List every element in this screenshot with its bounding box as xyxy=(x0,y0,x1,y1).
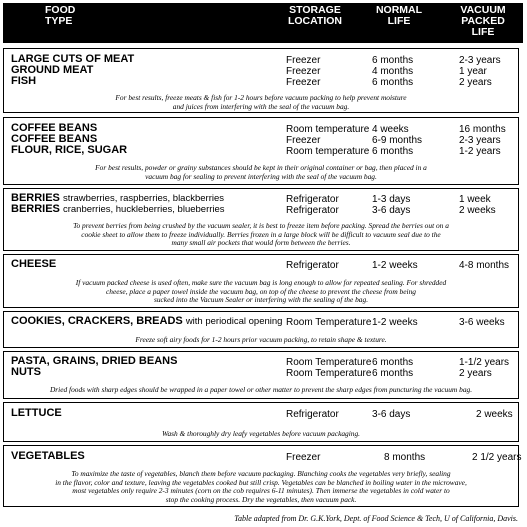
normal-life-value: 6 months xyxy=(372,146,414,157)
storage-value: Refrigerator xyxy=(286,205,339,216)
normal-life-value: 8 months xyxy=(384,452,426,463)
item-label: LETTUCE xyxy=(11,407,62,419)
note-line: To prevent berries from being crushed by the vacuum sealer, it is best to freeze item before packing. Spread the berries out on a xyxy=(73,221,449,230)
section-note xyxy=(8,430,514,439)
source-footnote: Table adapted from Dr. G.K.York, Dept. of Food Science & Tech, U of California, Davis. xyxy=(234,514,518,523)
item-label: PASTA, GRAINS, DRIED BEANS xyxy=(11,355,178,367)
note-line: Dried foods with sharp edges should be wrapped in a paper towel or other matter to prevent the sharp edges from puncturing the vacuum bag. xyxy=(49,385,473,394)
note-line: For best results, freeze meats & fish for 1-2 hours before vacuum packing to help prevent moisture xyxy=(115,93,407,102)
header-vacuum-life xyxy=(451,5,515,38)
normal-life-value: 6 months xyxy=(372,55,414,66)
section-cheese xyxy=(3,254,519,308)
vacuum-life-value: 4-8 months xyxy=(459,260,510,271)
section-lettuce xyxy=(3,402,519,442)
storage-value: Room temperature xyxy=(286,146,370,157)
item-label: VEGETABLES xyxy=(11,450,85,462)
note-line: many small air pockets that would form between the berries. xyxy=(171,238,351,248)
section-note xyxy=(8,279,514,305)
note-line: sucked into the Vacuum Sealer or interfering with the sealing of the bag. xyxy=(153,295,369,305)
note-line: cheese, place a paper towel inside the vacuum bag, on top of the cheese to prevent the cheese from being xyxy=(106,286,416,296)
item-label: COFFEE BEANS xyxy=(11,133,98,145)
item-label: GROUND MEAT xyxy=(11,64,94,76)
vacuum-life-value: 2 1/2 years xyxy=(472,452,522,463)
normal-life-value: 4 months xyxy=(372,66,414,77)
note-line: cookie sheet to allow them to freeze individually. Berries frozen in a large block will be difficult to vacuum seal due to the xyxy=(81,229,441,239)
storage-value: Refrigerator xyxy=(286,409,339,420)
normal-life-value: 6 months xyxy=(372,77,414,88)
header-normal-line2: LIFE xyxy=(387,15,411,27)
storage-value: Room temperature xyxy=(286,124,370,135)
note-line: Wash & thoroughly dry leafy vegetables before vacuum packaging. xyxy=(161,429,361,438)
header-storage-line1: STORAGE xyxy=(289,4,341,16)
header-food-type xyxy=(45,5,105,27)
section-note xyxy=(8,470,514,504)
header-vacuum-line1: VACUUM xyxy=(460,4,506,16)
note-line: in the flavor, color and texture, leaving the vegetables cooked but still crisp. Vegetables can be blanched in boiling water in the microwave, xyxy=(55,477,467,487)
item-label-detail: strawberries, raspberries, blackberries xyxy=(62,193,224,204)
header-food-type-line2: TYPE xyxy=(45,15,73,27)
vacuum-life-value: 2 weeks xyxy=(459,205,496,216)
storage-value: Refrigerator xyxy=(286,260,339,271)
section-pasta-nuts xyxy=(3,351,519,399)
vacuum-life-value: 3-6 weeks xyxy=(459,317,505,328)
normal-life-value: 6 months xyxy=(372,357,414,368)
vacuum-life-value: 2 years xyxy=(459,77,492,88)
section-note xyxy=(8,336,514,345)
storage-value: Freezer xyxy=(286,135,321,146)
vacuum-life-value: 2-3 years xyxy=(459,55,501,66)
vacuum-life-value: 1-1/2 years xyxy=(459,357,510,368)
storage-value: Freezer xyxy=(286,66,321,77)
section-cookies xyxy=(3,311,519,348)
note-line: For best results, powder or grainy substances should be kept in their original container or bag, then placed in a xyxy=(95,163,427,172)
section-note xyxy=(8,222,514,248)
food-storage-table xyxy=(3,3,523,523)
vacuum-life-value: 1 year xyxy=(459,66,487,77)
header-vacuum-line3: LIFE xyxy=(471,26,495,38)
normal-life-value: 3-6 days xyxy=(372,205,411,216)
vacuum-life-value: 1 week xyxy=(459,194,491,205)
item-label: FISH xyxy=(11,75,37,87)
vacuum-life-value: 16 months xyxy=(459,124,506,135)
note-line: vacuum bag for sealing to prevent interfering with the seal of the vacuum bag. xyxy=(145,171,377,181)
item-label: COFFEE BEANS xyxy=(11,122,98,134)
item-label-main: BERRIES xyxy=(11,192,60,204)
header-normal-line1: NORMAL xyxy=(375,4,423,16)
header-storage-line2: LOCATION xyxy=(287,15,343,27)
item-label: CHEESE xyxy=(11,258,57,270)
note-line: Freeze soft airy foods for 1-2 hours prior vacuum packing, to retain shape & texture. xyxy=(135,335,387,344)
normal-life-value: 6-9 months xyxy=(372,135,423,146)
item-label xyxy=(11,204,225,215)
item-label-main: COOKIES, CRACKERS, BREADS xyxy=(11,315,183,327)
section-berries xyxy=(3,188,519,251)
note-line: If vacuum packed cheese is used often, make sure the vacuum bag is long enough to allow for repeated sealing. For shredded xyxy=(75,278,447,287)
note-line: To maximize the taste of vegetables, blanch them before vacuum packaging. Blanching cooks the vegetables very briefly, sealing xyxy=(71,469,451,478)
storage-value: Room Temperature xyxy=(286,357,372,368)
storage-value: Freezer xyxy=(286,55,321,66)
normal-life-value: 1-3 days xyxy=(372,194,411,205)
header-normal-life xyxy=(363,5,435,27)
storage-value: Freezer xyxy=(286,77,321,88)
item-label: LARGE CUTS OF MEAT xyxy=(11,53,135,65)
item-label: NUTS xyxy=(11,366,41,378)
normal-life-value: 3-6 days xyxy=(372,409,411,420)
section-meat-fish xyxy=(3,48,519,113)
vacuum-life-value: 2 weeks xyxy=(476,409,513,420)
item-label: FLOUR, RICE, SUGAR xyxy=(11,144,128,156)
header-vacuum-line2: PACKED xyxy=(461,15,505,27)
normal-life-value: 6 months xyxy=(372,368,414,379)
item-label-detail: with periodical opening xyxy=(185,316,283,327)
storage-value: Freezer xyxy=(286,452,321,463)
storage-value: Room Temperature xyxy=(286,317,372,328)
section-vegetables xyxy=(3,445,522,507)
normal-life-value: 4 weeks xyxy=(372,124,409,135)
item-label-main: BERRIES xyxy=(11,203,60,215)
normal-life-value: 1-2 weeks xyxy=(372,317,418,328)
section-coffee-flour xyxy=(3,117,519,185)
item-label-detail: cranberries, huckleberries, blueberries xyxy=(62,204,225,215)
item-label xyxy=(11,316,282,327)
section-note xyxy=(8,94,514,111)
note-line: and juices from interfering with the seal of the vacuum bag. xyxy=(172,101,350,111)
note-line: most vegetables only require 2-3 minutes (corn on the cob requires 6-11 minutes). Then immerse the vegetables in cold water to xyxy=(72,486,450,496)
vacuum-life-value: 2 years xyxy=(459,368,492,379)
section-note xyxy=(8,164,514,181)
vacuum-life-value: 2-3 years xyxy=(459,135,501,146)
storage-value: Room Temperature xyxy=(286,368,372,379)
table-header xyxy=(3,3,523,43)
header-food-type-line1: FOOD xyxy=(45,4,76,16)
section-note xyxy=(8,386,514,395)
header-storage-location xyxy=(275,5,355,27)
vacuum-life-value: 1-2 years xyxy=(459,146,501,157)
normal-life-value: 1-2 weeks xyxy=(372,260,418,271)
note-line: stop the cooking process. Dry the vegetables, then vacuum pack. xyxy=(165,494,357,504)
storage-value: Refrigerator xyxy=(286,194,339,205)
